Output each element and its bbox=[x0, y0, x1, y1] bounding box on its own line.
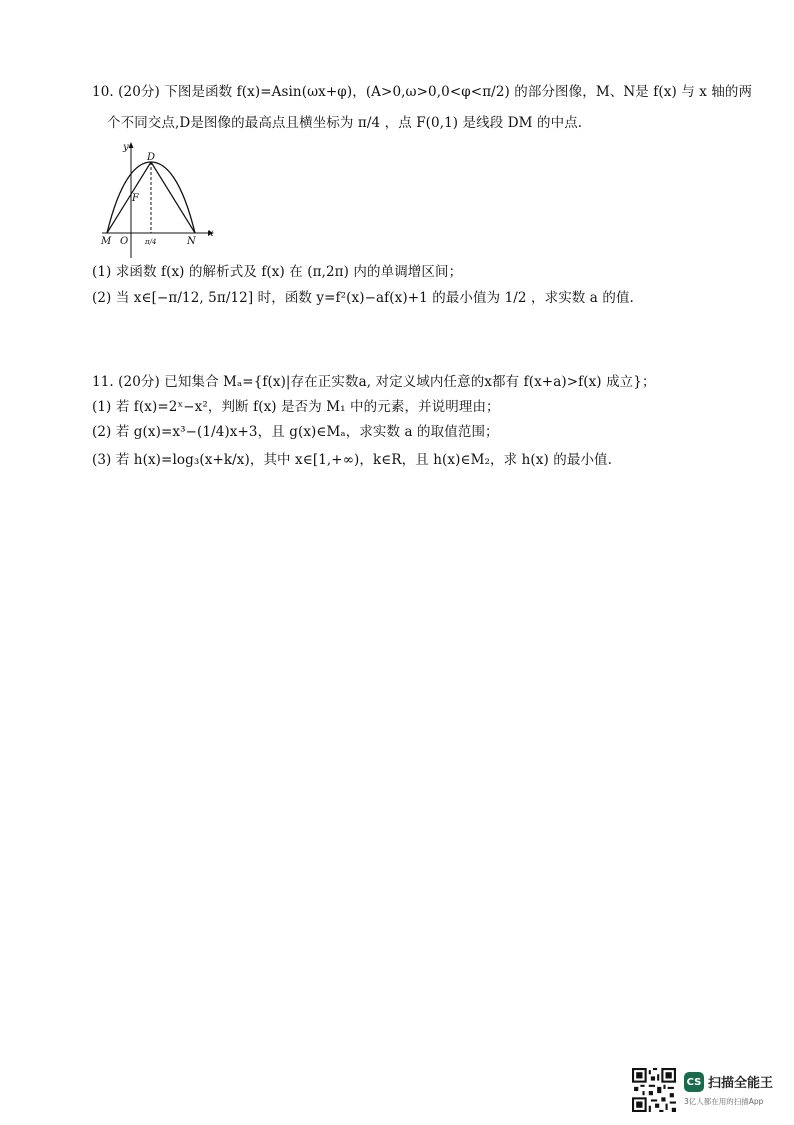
scanner-app-name: 扫描全能王 bbox=[708, 1076, 774, 1091]
scanner-logo-icon: CS bbox=[684, 1072, 704, 1092]
y-axis-arrow bbox=[129, 142, 134, 148]
segment-dn bbox=[151, 162, 195, 233]
scanner-watermark bbox=[632, 1068, 782, 1113]
question-10-stem-line1: 10. (20分) 下图是函数 f(x)=Asin(ωx+φ)，(A>0,ω>0,0<φ<π/2) 的部分图像，M、N是 f(x) 与 x 轴的两 bbox=[92, 84, 753, 100]
x-axis-label: x bbox=[208, 228, 214, 239]
question-10-part2: (2) 当 x∈[−π/12, 5π/12] 时，函数 y=f²(x)−af(x)+1 的最小值为 1/2 ，求实数 a 的值. bbox=[92, 290, 634, 306]
question-11-stem: 11. (20分) 已知集合 Mₐ={f(x)|存在正实数a, 对定义域内任意的x都有 f(x+a)>f(x) 成立}； bbox=[92, 374, 656, 390]
qr-code-icon bbox=[632, 1068, 676, 1112]
point-f-label: F bbox=[132, 193, 139, 204]
question-10-part1: (1) 求函数 f(x) 的解析式及 f(x) 在 (π,2π) 内的单调增区间； bbox=[92, 264, 463, 280]
function-graph bbox=[92, 140, 222, 262]
question-10-stem-line2: 个不同交点,D是图像的最高点且横坐标为 π/4 ，点 F(0,1) 是线段 DM 的中点. bbox=[107, 115, 583, 131]
origin-label: O bbox=[120, 236, 129, 247]
question-11-part2: (2) 若 g(x)=x³−(1/4)x+3，且 g(x)∈Mₐ，求实数 a 的取值范围； bbox=[92, 424, 499, 440]
question-11-part3: (3) 若 h(x)=log₃(x+k/x)，其中 x∈[1,+∞)，k∈R，且 h(x)∈M₂，求 h(x) 的最小值. bbox=[92, 452, 613, 468]
question-11-part1: (1) 若 f(x)=2ˣ−x²，判断 f(x) 是否为 M₁ 中的元素，并说明理由； bbox=[92, 399, 500, 415]
point-n-label: N bbox=[187, 236, 196, 247]
point-d-label: D bbox=[147, 152, 156, 163]
segment-md bbox=[107, 162, 151, 233]
point-m-label: M bbox=[101, 236, 112, 247]
scanner-tagline: 3亿人都在用的扫描App bbox=[684, 1097, 764, 1106]
tick-pi-over-4-label: π/4 bbox=[145, 238, 157, 246]
y-axis-label: y bbox=[123, 142, 129, 153]
